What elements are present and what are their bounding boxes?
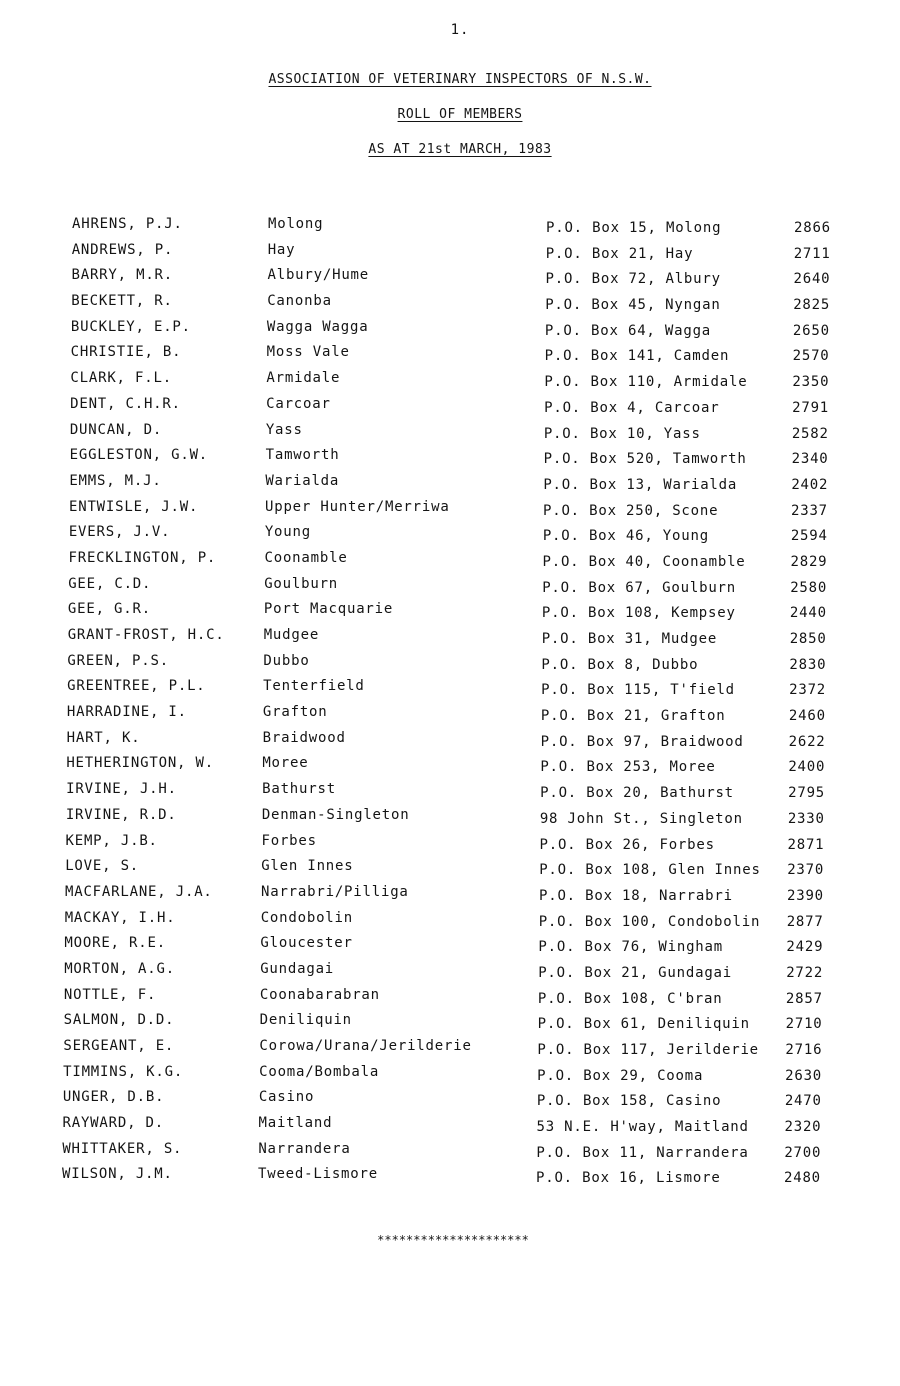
member-address: P.O. Box 158, Casino <box>536 1093 722 1110</box>
member-district: Mudgee <box>263 627 320 643</box>
member-row <box>0 858 900 884</box>
member-row <box>0 344 900 370</box>
member-address: P.O. Box 67, Goulburn <box>542 579 737 596</box>
member-address: P.O. Box 61, Deniliquin <box>537 1016 750 1033</box>
member-district: Goulburn <box>264 575 339 592</box>
member-name: DENT, C.H.R. <box>70 395 181 412</box>
member-row <box>0 987 900 1013</box>
member-address: P.O. Box 64, Wagga <box>544 322 712 339</box>
member-row <box>0 293 900 319</box>
member-postcode: 2337 <box>791 502 828 519</box>
member-row <box>0 473 900 499</box>
member-postcode: 2630 <box>785 1067 823 1084</box>
member-district: Grafton <box>262 704 328 721</box>
member-district: Young <box>264 524 311 541</box>
member-row <box>0 319 900 345</box>
member-address: P.O. Box 18, Narrabri <box>539 887 733 904</box>
member-address: P.O. Box 31, Mudgee <box>541 631 718 647</box>
member-name: LOVE, S. <box>65 858 140 875</box>
member-district: Casino <box>258 1089 315 1106</box>
member-name: EGGLESTON, G.W. <box>69 447 209 464</box>
member-row <box>0 550 900 576</box>
member-row <box>0 627 900 653</box>
member-row <box>0 242 900 268</box>
member-district: Tenterfield <box>263 678 365 695</box>
member-row <box>0 499 900 525</box>
member-district: Cooma/Bombala <box>259 1063 380 1080</box>
member-postcode: 2372 <box>789 682 827 699</box>
member-address: P.O. Box 10, Yass <box>543 425 701 442</box>
member-district: Moss Vale <box>266 344 350 361</box>
member-row <box>0 1089 900 1115</box>
member-address: P.O. Box 108, Kempsey <box>541 605 736 622</box>
member-name: RAYWARD, D. <box>62 1115 165 1132</box>
member-postcode: 2791 <box>792 399 830 416</box>
member-district: Maitland <box>258 1115 333 1132</box>
member-row <box>0 524 900 550</box>
member-address: 53 N.E. H'way, Maitland <box>536 1119 749 1136</box>
member-address: P.O. Box 21, Hay <box>545 245 694 262</box>
member-row <box>0 267 900 293</box>
member-address: P.O. Box 108, C'bran <box>537 990 723 1007</box>
member-row <box>0 1012 900 1038</box>
member-name: HART, K. <box>66 729 141 746</box>
member-name: KEMP, J.B. <box>65 832 158 849</box>
member-name: TIMMINS, K.G. <box>63 1063 184 1080</box>
member-name: IRVINE, J.H. <box>66 781 177 798</box>
member-name: IRVINE, R.D. <box>65 806 177 823</box>
member-postcode: 2829 <box>790 553 828 570</box>
member-address: P.O. Box 141, Camden <box>544 348 730 365</box>
member-name: MORTON, A.G. <box>64 960 175 977</box>
member-postcode: 2402 <box>791 476 829 493</box>
member-postcode: 2877 <box>786 913 824 930</box>
member-name: CHRISTIE, B. <box>70 344 182 361</box>
member-row <box>0 961 900 987</box>
member-address: P.O. Box 21, Gundagai <box>538 964 733 981</box>
member-row <box>0 935 900 961</box>
member-district: Braidwood <box>262 729 346 746</box>
member-name: GEE, G.R. <box>67 601 151 618</box>
member-address: P.O. Box 4, Carcoar <box>544 399 720 416</box>
member-district: Port Macquarie <box>263 601 394 618</box>
member-district: Yass <box>265 421 303 438</box>
member-row <box>0 1038 900 1064</box>
member-name: GEE, C.D. <box>68 575 152 592</box>
member-district: Moree <box>262 755 309 772</box>
member-row <box>0 447 900 473</box>
member-address: P.O. Box 253, Moree <box>540 759 716 776</box>
member-postcode: 2795 <box>788 785 826 802</box>
member-address: P.O. Box 117, Jerilderie <box>537 1042 759 1058</box>
member-district: Upper Hunter/Merriwa <box>265 498 450 515</box>
member-district: Armidale <box>266 370 341 387</box>
member-district: Tamworth <box>265 447 340 464</box>
member-row <box>0 1141 900 1167</box>
member-postcode: 2850 <box>789 631 827 647</box>
member-postcode: 2429 <box>786 939 824 956</box>
member-name: GREENTREE, P.L. <box>67 678 206 695</box>
date-heading: AS AT 21st MARCH, 1983 <box>368 142 552 157</box>
member-name: UNGER, D.B. <box>62 1089 165 1106</box>
member-address: P.O. Box 21, Grafton <box>540 708 726 725</box>
member-district: Condobolin <box>260 909 353 926</box>
member-district: Coonamble <box>264 549 348 566</box>
member-postcode: 2470 <box>784 1093 822 1110</box>
member-name: EMMS, M.J. <box>69 472 162 489</box>
member-row <box>0 807 900 833</box>
member-row <box>0 910 900 936</box>
member-name: GREEN, P.S. <box>67 652 169 669</box>
member-postcode: 2866 <box>794 220 831 236</box>
member-name: WHITTAKER, S. <box>62 1140 183 1157</box>
member-name: BECKETT, R. <box>71 293 173 310</box>
member-postcode: 2710 <box>785 1016 823 1033</box>
member-postcode: 2711 <box>793 245 831 262</box>
member-postcode: 2857 <box>785 990 823 1007</box>
member-postcode: 2650 <box>792 322 830 339</box>
member-name: FRECKLINGTON, P. <box>68 549 217 566</box>
member-postcode: 2871 <box>787 836 825 853</box>
member-name: BUCKLEY, E.P. <box>70 318 191 335</box>
member-row <box>0 396 900 422</box>
member-postcode: 2370 <box>787 862 825 879</box>
member-name: MACFARLANE, J.A. <box>65 883 213 900</box>
member-row <box>0 422 900 448</box>
member-postcode: 2830 <box>789 656 827 673</box>
member-row <box>0 884 900 910</box>
member-postcode: 2440 <box>789 605 827 622</box>
member-row <box>0 1064 900 1090</box>
member-district: Narrabri/Pilliga <box>261 883 409 900</box>
member-address: P.O. Box 45, Nyngan <box>545 297 721 314</box>
member-name: ENTWISLE, J.W. <box>69 498 199 515</box>
member-district: Bathurst <box>262 781 336 798</box>
member-name: WILSON, J.M. <box>62 1166 173 1183</box>
member-address: P.O. Box 40, Coonamble <box>542 553 746 570</box>
member-postcode: 2320 <box>784 1119 822 1136</box>
member-district: Denman-Singleton <box>261 806 410 823</box>
member-district: Hay <box>267 241 296 258</box>
member-address: 98 John St., Singleton <box>539 810 743 827</box>
member-district: Albury/Hume <box>267 267 370 284</box>
page-number: 1. <box>450 22 470 38</box>
member-district: Dubbo <box>263 652 310 669</box>
member-district: Wagga Wagga <box>266 318 369 335</box>
member-name: BARRY, M.R. <box>71 267 174 284</box>
member-district: Glen Innes <box>261 858 354 875</box>
member-postcode: 2390 <box>787 887 824 904</box>
member-address: P.O. Box 26, Forbes <box>539 836 715 853</box>
member-address: P.O. Box 15, Molong <box>546 220 722 236</box>
member-postcode: 2580 <box>790 579 828 596</box>
member-row <box>0 576 900 602</box>
member-postcode: 2594 <box>790 528 828 545</box>
member-address: P.O. Box 16, Lismore <box>536 1170 721 1187</box>
member-row <box>0 755 900 781</box>
member-district: Narrandera <box>258 1140 351 1157</box>
member-row <box>0 730 900 756</box>
member-row <box>0 1115 900 1141</box>
member-postcode: 2350 <box>792 374 830 391</box>
member-postcode: 2722 <box>786 964 824 981</box>
member-postcode: 2582 <box>791 425 829 442</box>
member-name: HETHERINGTON, W. <box>66 755 214 772</box>
member-postcode: 2825 <box>793 297 831 314</box>
member-row <box>0 704 900 730</box>
member-row <box>0 653 900 679</box>
member-address: P.O. Box 110, Armidale <box>544 374 748 391</box>
member-postcode: 2330 <box>787 810 825 827</box>
member-name: HARRADINE, I. <box>66 704 187 721</box>
member-row <box>0 601 900 627</box>
member-district: Carcoar <box>266 395 331 412</box>
member-address: P.O. Box 20, Bathurst <box>540 785 734 802</box>
member-address: P.O. Box 8, Dubbo <box>541 656 699 673</box>
member-district: Corowa/Urana/Jerilderie <box>259 1038 472 1054</box>
member-postcode: 2480 <box>784 1170 821 1187</box>
member-row <box>0 781 900 807</box>
member-name: GRANT-FROST, H.C. <box>67 627 225 643</box>
member-postcode: 2460 <box>788 708 826 725</box>
member-postcode: 2340 <box>791 451 829 468</box>
member-address: P.O. Box 108, Glen Innes <box>539 862 761 879</box>
member-district: Gloucester <box>260 935 353 952</box>
member-row <box>0 833 900 859</box>
member-address: P.O. Box 100, Condobolin <box>538 913 761 930</box>
member-row <box>0 370 900 396</box>
member-address: P.O. Box 115, T'field <box>541 682 735 699</box>
member-district: Warialda <box>265 472 340 489</box>
member-address: P.O. Box 29, Cooma <box>537 1067 704 1084</box>
member-district: Molong <box>268 216 324 232</box>
member-name: DUNCAN, D. <box>69 421 163 438</box>
member-postcode: 2400 <box>788 759 826 776</box>
member-name: NOTTLE, F. <box>63 986 157 1003</box>
member-roll <box>0 216 900 1192</box>
member-postcode: 2570 <box>792 348 830 365</box>
member-name: CLARK, F.L. <box>70 370 172 387</box>
member-district: Gundagai <box>260 960 335 977</box>
member-row <box>0 1166 900 1192</box>
member-district: Tweed-Lismore <box>258 1166 378 1183</box>
footer-stars: ********************* <box>377 1233 529 1247</box>
member-address: P.O. Box 76, Wingham <box>538 939 723 956</box>
member-row <box>0 678 900 704</box>
organisation-heading: ASSOCIATION OF VETERINARY INSPECTORS OF N.S.W. <box>268 72 652 87</box>
member-postcode: 2622 <box>788 733 826 750</box>
member-district: Forbes <box>261 832 317 849</box>
member-name: SERGEANT, E. <box>63 1038 175 1054</box>
member-district: Canonba <box>267 293 332 310</box>
member-address: P.O. Box 13, Warialda <box>543 476 738 493</box>
member-address: P.O. Box 97, Braidwood <box>540 733 744 750</box>
member-name: SALMON, D.D. <box>63 1012 175 1029</box>
member-district: Coonabarabran <box>259 986 380 1003</box>
member-address: P.O. Box 46, Young <box>542 528 709 545</box>
member-postcode: 2640 <box>793 271 831 288</box>
member-address: P.O. Box 520, Tamworth <box>543 451 747 468</box>
member-address: P.O. Box 11, Narrandera <box>536 1144 749 1161</box>
member-postcode: 2716 <box>785 1042 823 1058</box>
member-name: AHRENS, P.J. <box>72 216 183 232</box>
document-title: ROLL OF MEMBERS <box>397 107 523 122</box>
member-name: MACKAY, I.H. <box>64 909 176 926</box>
member-district: Deniliquin <box>259 1012 352 1029</box>
member-name: EVERS, J.V. <box>68 524 171 541</box>
member-address: P.O. Box 72, Albury <box>545 271 721 288</box>
member-row <box>0 216 900 242</box>
member-address: P.O. Box 250, Scone <box>543 502 719 519</box>
member-name: ANDREWS, P. <box>71 241 174 258</box>
member-name: MOORE, R.E. <box>64 935 166 952</box>
member-postcode: 2700 <box>784 1144 822 1161</box>
